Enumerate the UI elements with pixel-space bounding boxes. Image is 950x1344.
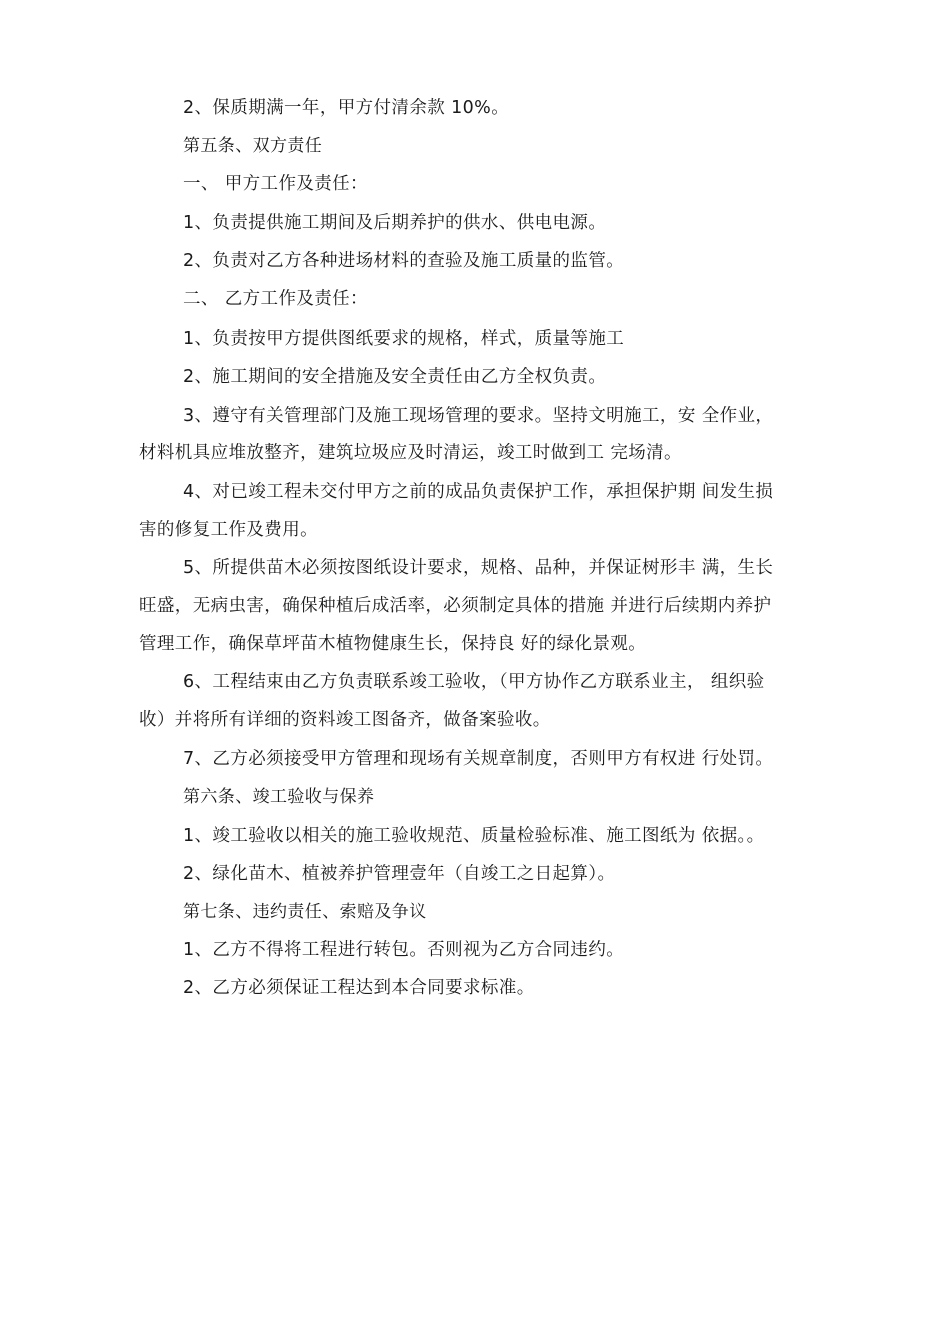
clause-text: 1、负责提供施工期间及后期养护的供水、供电电源。	[183, 213, 607, 233]
section-heading: 第六条、竣工验收与保养	[183, 787, 375, 807]
subsection-heading: 二、 乙方工作及责任：	[183, 289, 368, 309]
clause-text-continued: 管理工作，确保草坪苗木植物健康生长，保持良 好的绿化景观。	[139, 634, 647, 654]
clause-text-continued: 旺盛，无病虫害，确保种植后成活率，必须制定具体的措施 并进行后续期内养护	[139, 596, 772, 616]
clause-text: 4、对已竣工程未交付甲方之前的成品负责保护工作，承担保护期 间发生损	[183, 482, 774, 502]
clause-text: 2、施工期间的安全措施及安全责任由乙方全权负责。	[183, 367, 607, 387]
subsection-heading: 一、 甲方工作及责任：	[183, 174, 368, 194]
clause-text: 1、负责按甲方提供图纸要求的规格，样式，质量等施工	[183, 329, 625, 349]
clause-text: 2、保质期满一年，甲方付清余款 10%。	[183, 98, 510, 118]
clause-text: 7、乙方必须接受甲方管理和现场有关规章制度，否则甲方有权进 行处罚。	[183, 749, 774, 769]
clause-text: 1、竣工验收以相关的施工验收规范、质量检验标准、施工图纸为 依据。。	[183, 826, 765, 846]
clause-text: 5、所提供苗木必须按图纸设计要求，规格、品种，并保证树形丰 满，生长	[183, 558, 774, 578]
clause-text: 6、工程结束由乙方负责联系竣工验收，（甲方协作乙方联系业主， 组织验	[183, 672, 765, 692]
clause-text: 1、乙方不得将工程进行转包。否则视为乙方合同违约。	[183, 940, 625, 960]
section-heading: 第五条、双方责任	[183, 136, 323, 156]
clause-text: 3、遵守有关管理部门及施工现场管理的要求。坚持文明施工，安 全作业，	[183, 406, 774, 426]
section-heading: 第七条、违约责任、索赔及争议	[183, 902, 427, 922]
clause-text: 2、乙方必须保证工程达到本合同要求标准。	[183, 978, 535, 998]
clause-text: 2、负责对乙方各种进场材料的查验及施工质量的监管。	[183, 251, 625, 271]
clause-text-continued: 收）并将所有详细的资料竣工图备齐，做备案验收。	[139, 710, 551, 730]
clause-text-continued: 害的修复工作及费用。	[139, 520, 318, 540]
clause-text: 2、绿化苗木、植被养护管理壹年（自竣工之日起算）。	[183, 864, 616, 884]
clause-text-continued: 材料机具应堆放整齐，建筑垃圾应及时清运，竣工时做到工 完场清。	[139, 443, 682, 463]
